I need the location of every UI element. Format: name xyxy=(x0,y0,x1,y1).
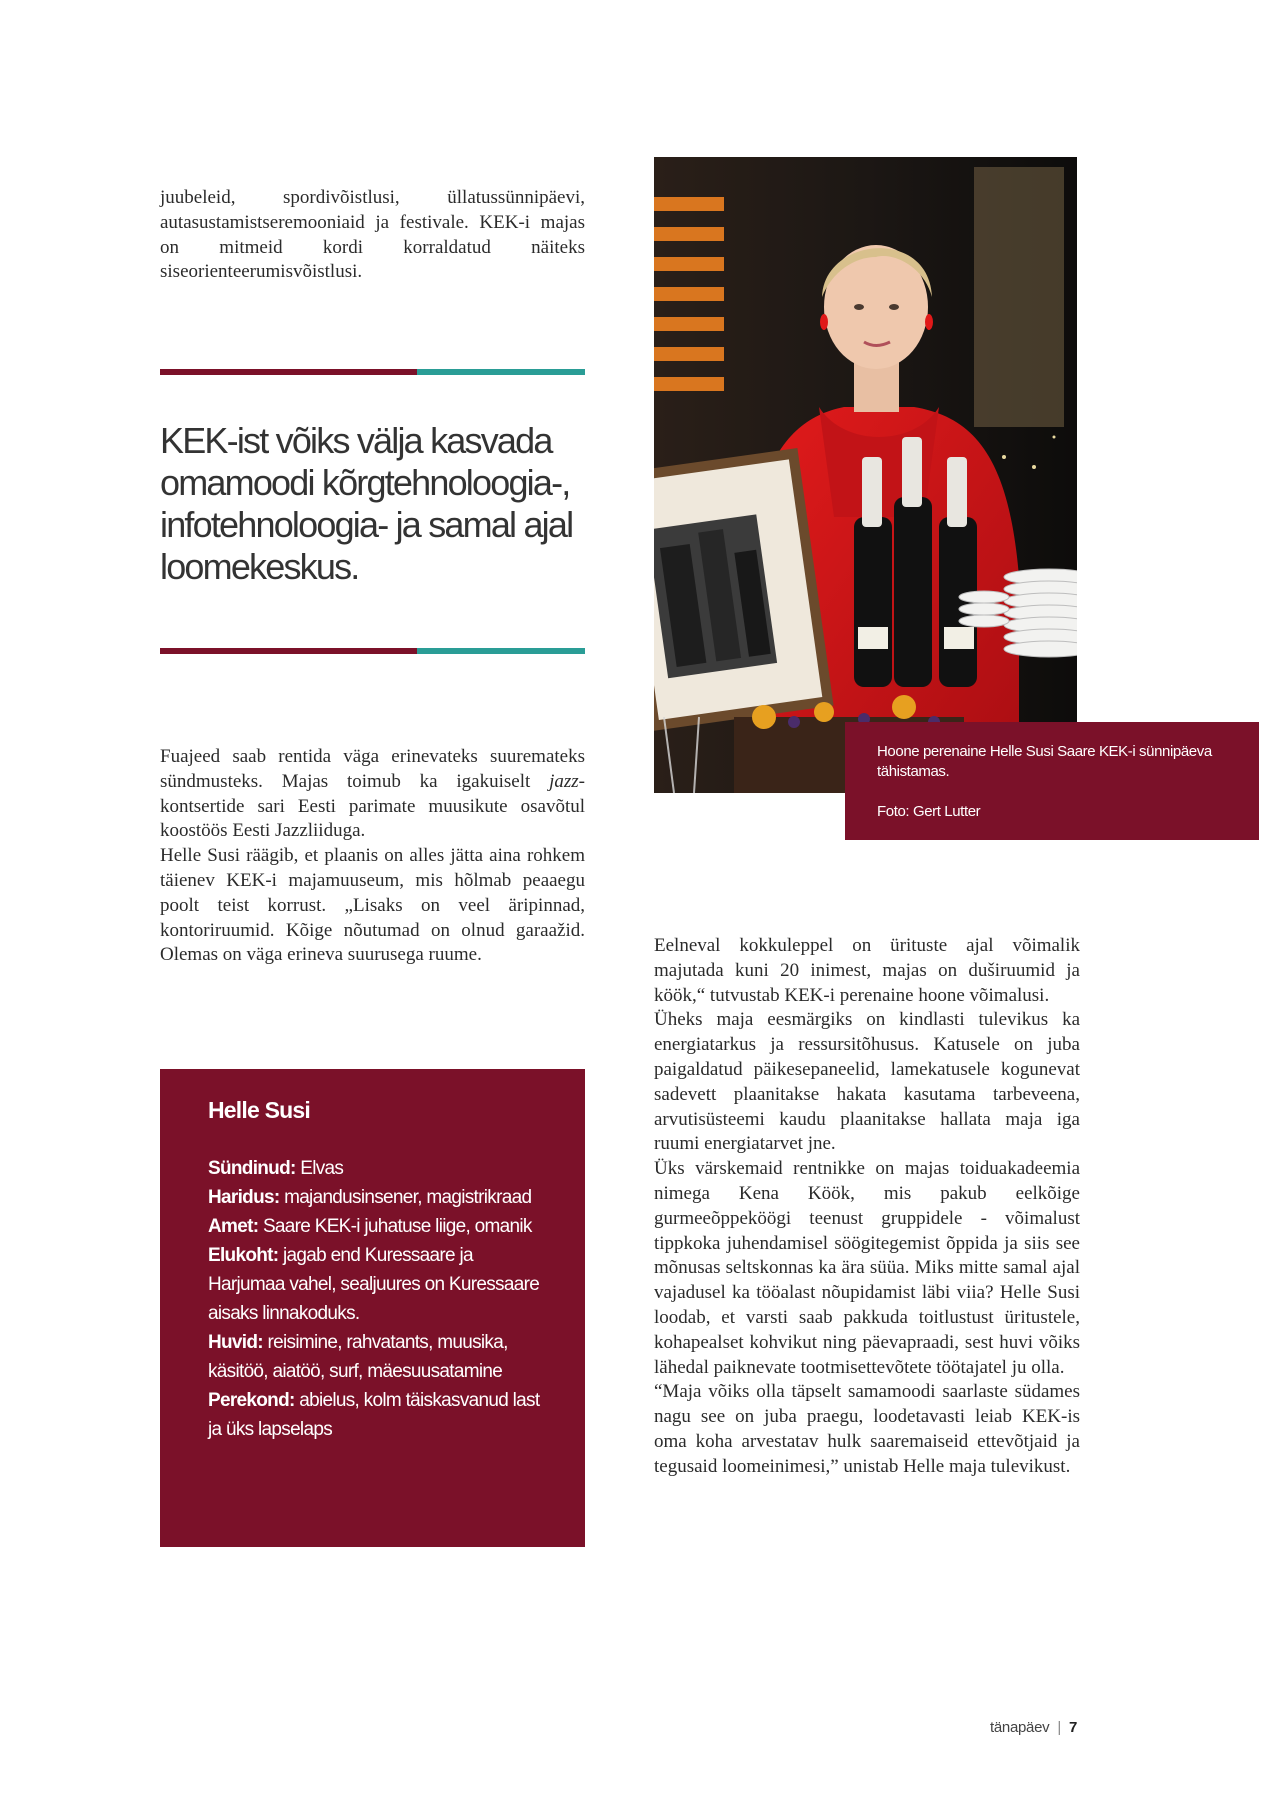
photo-credit: Foto: Gert Lutter xyxy=(877,803,981,820)
right-paragraph-3: Üks värskemaid rentnikke on majas toiduakadeemia nimega Kena Köök, mis pakub eelkõige gurmeeõppeköögi teenust gruppidele - võimalust tippkoka juhendamisel söögitegemist õppida ja siis see mõnusas seltskonnas ka ära süüa. Miks mitte samal ajal vajadusel ka tööalast nõupidamist läbi viia? Helle Susi loodab, et varsti saab pakkuda toitlustust üritustele, kohapealset kohvikut ning päevapraadi, sest huvi võiks lähedal paiknevate tootmisettevõtete töötajatel ju olla. xyxy=(654,1158,1080,1378)
intro-paragraph xyxy=(160,186,585,285)
right-body-text xyxy=(654,934,1080,1480)
photo-caption: Hoone perenaine Helle Susi Saare KEK-i sünnipäeva tähistamas. xyxy=(877,743,1212,780)
bio-row-born: Sündinud: Elvas xyxy=(208,1158,344,1179)
pull-quote-bottom-rule xyxy=(160,648,585,654)
right-paragraph-2: Üheks maja eesmärgiks on kindlasti tulevikus ka energiatarkus ja ressursitõhusus. Katusele on juba paigaldatud päikesepaneelid, lamekatusele kogunevat sadevett plaanitakse hakata kasutama tarbeveena, arvutisüsteemi kaudu plaanitakse hallata maja iga ruumi energiatarvet jne. xyxy=(654,1009,1080,1155)
bio-row-residence: Elukoht: jagab end Kuressaare ja Harjumaa vahel, sealjuures on Kuressaare aisaks linnakoduks. xyxy=(208,1245,540,1324)
bio-row-family: Perekond: abielus, kolm täiskasvanud last ja üks lapselaps xyxy=(208,1390,540,1440)
left-body-text xyxy=(160,745,585,968)
bio-row-occupation: Amet: Saare KEK-i juhatuse liige, omanik xyxy=(208,1216,532,1237)
bio-box xyxy=(160,1069,585,1547)
bio-name: Helle Susi xyxy=(208,1097,310,1123)
right-paragraph-4: “Maja võiks olla täpselt samamoodi saarlaste südames nagu see on juba praegu, loodetavasti leiab KEK-is oma koha arvestatav hulk saaremaiseid ettevõtjaid ja tegusaid loomeinimesi,” unistab Helle maja tulevikust. xyxy=(654,1381,1080,1477)
page-number: 7 xyxy=(1068,1719,1077,1736)
footer-separator: | xyxy=(1057,1719,1061,1736)
magazine-name: tänapäev xyxy=(990,1719,1050,1736)
photo-caption-box xyxy=(845,722,1259,840)
intro-text: juubeleid, spordivõistlusi, üllatussünnipäevi, autasustamistseremooniaid ja festivale. KEK-i majas on mitmeid kordi korraldatud näiteks siseorienteerumisvõistlusi. xyxy=(160,187,585,283)
page-footer xyxy=(990,1719,1077,1736)
right-paragraph-1: Eelneval kokkuleppel on ürituste ajal võimalik majutada kuni 20 inimest, majas on duširuumid ja köök,“ tutvustab KEK-i perenaine hoone võimalusi. xyxy=(654,935,1080,1006)
left-paragraph-2: Helle Susi räägib, et plaanis on alles jätta aina rohkem täienev KEK-i majamuuseum, mis hõlmab peaaegu poolt teist korrust. „Lisaks on veel äripinnad, kontoriruumid. Kõige nõutumad on olnud garaažid. Olemas on väga erineva suurusega ruume. xyxy=(160,845,585,966)
left-paragraph-1: Fuajeed saab rentida väga erinevateks suuremateks sündmusteks. Majas toimub ka igakuiselt jazz-kontsertide sari Eesti parimate muusikute osavõtul koostöös Eesti Jazzliiduga. xyxy=(160,746,585,842)
portrait-photo xyxy=(654,157,1077,793)
bio-row-interests: Huvid: reisimine, rahvatants, muusika, käsitöö, aiatöö, surf, mäesuusatamine xyxy=(208,1332,508,1382)
pull-quote-top-rule xyxy=(160,369,585,375)
pull-quote: KEK-ist võiks välja kasvada omamoodi kõrgtehnoloogia-, infotehnoloogia- ja samal ajal loomekeskus. xyxy=(160,420,573,587)
bio-row-education: Haridus: majandusinsener, magistrikraad xyxy=(208,1187,532,1208)
